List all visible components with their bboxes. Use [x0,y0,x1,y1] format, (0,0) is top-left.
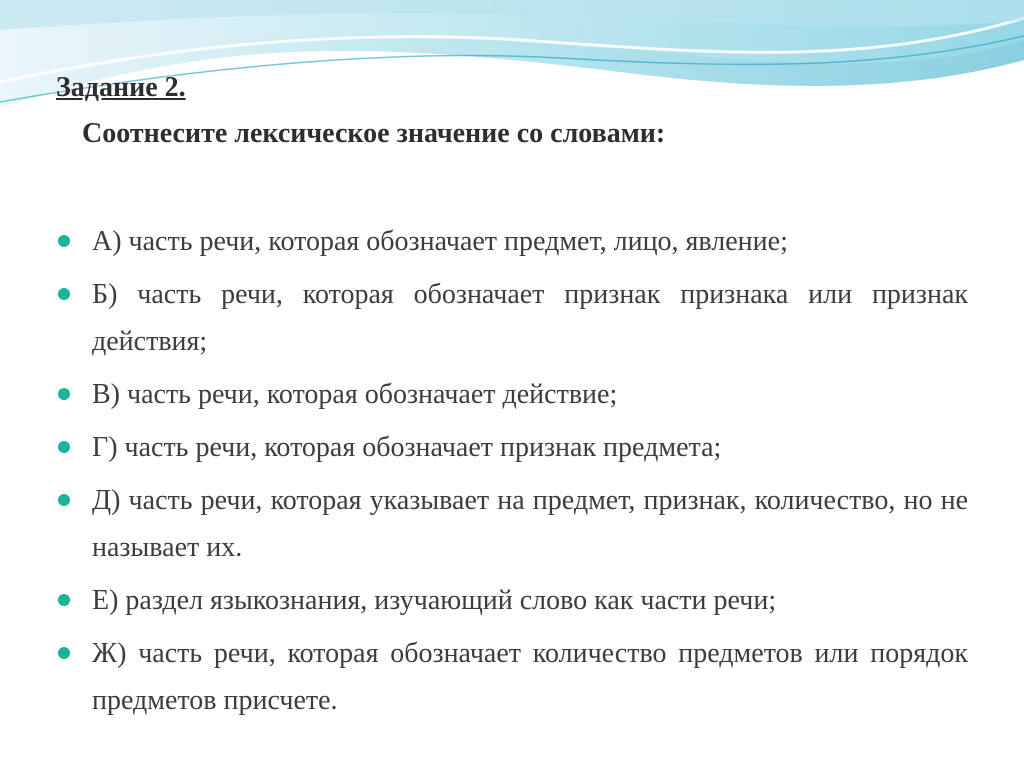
bullet-icon [58,441,70,453]
list-item-text: Г) часть речи, которая обозначает признак предмета; [92,432,722,463]
list-item [58,577,968,624]
list-item [58,630,968,724]
task-subtitle: Соотнесите лексическое значение со словами: [82,118,666,149]
bullet-icon [58,235,70,247]
definitions-list [58,218,968,730]
bullet-icon [58,594,70,606]
list-item [58,371,968,418]
list-item [58,271,968,365]
list-item [58,477,968,571]
bullet-icon [58,288,70,300]
bullet-icon [58,647,70,659]
task-title: Задание 2. [56,72,186,103]
list-item-text: Е) раздел языкознания, изучающий слово как части речи; [92,585,777,616]
list-item-text: В) часть речи, которая обозначает действие; [92,379,618,410]
bullet-icon [58,494,70,506]
list-item-text: Д) часть речи, которая указывает на предмет, признак, количество, но не называет их. [92,485,968,563]
list-item-text: Б) часть речи, которая обозначает признак признака или признак действия; [92,279,968,357]
bullet-icon [58,388,70,400]
list-item [58,424,968,471]
list-item-text: А) часть речи, которая обозначает предмет, лицо, явление; [92,226,788,257]
list-item-text: Ж) часть речи, которая обозначает количество предметов или порядок предметов присчете. [92,638,968,716]
list-item [58,218,968,265]
